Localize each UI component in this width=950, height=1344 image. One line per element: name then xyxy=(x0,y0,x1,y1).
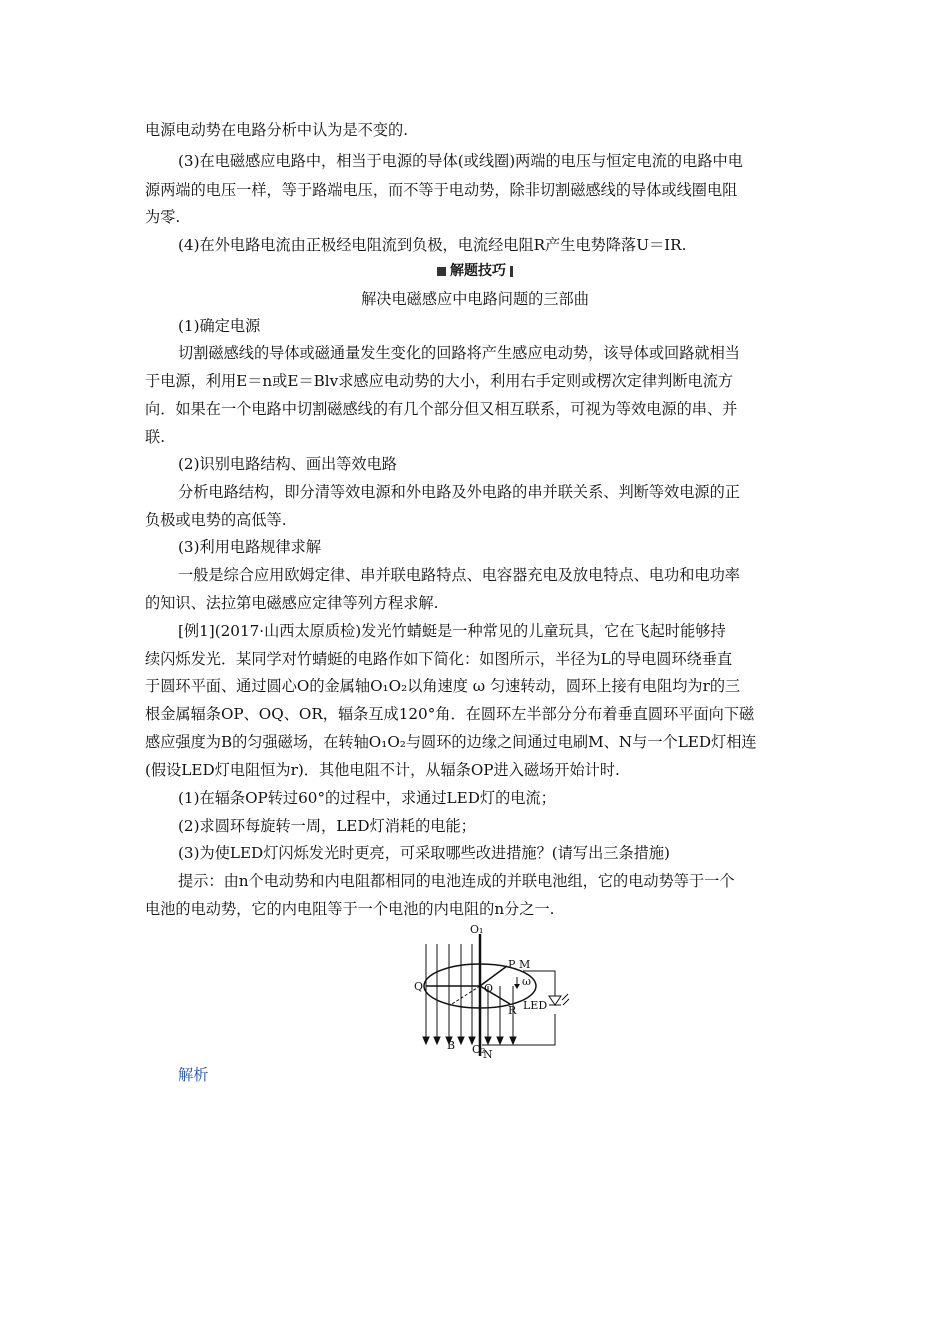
label-M: M xyxy=(519,958,531,971)
paragraph-line: 源两端的电压一样，等于路端电压，而不等于电动势，除非切割磁感线的导体或线圈电阻 xyxy=(145,181,738,199)
paragraph-line: 分析电路结构，即分清等效电源和外电路及外电路的串并联关系、判断等效电源的正 xyxy=(178,483,740,501)
paragraph-line: (3)在电磁感应电路中，相当于电源的导体(或线圈)两端的电压与恒定电流的电路中电 xyxy=(178,152,743,170)
answer-link[interactable]: 解析 xyxy=(178,1066,209,1084)
light-arrow-icon xyxy=(562,994,568,1000)
step-heading: (1)确定电源 xyxy=(178,317,261,335)
label-O2: O₂ xyxy=(472,1043,486,1056)
label-N: N xyxy=(483,1048,493,1059)
question-3: (3)为使LED灯闪烁发光时更亮，可采取哪些改进措施？(请写出三条措施) xyxy=(178,844,670,862)
paragraph-line: 为零. xyxy=(145,208,181,226)
paragraph-line: 于电源，利用E＝n或E＝Blv求感应电动势的大小，利用右手定则或楞次定律判断电流方 xyxy=(145,372,734,390)
paragraph-line: 负极或电势的高低等. xyxy=(145,511,287,529)
rotating-ring-circuit-diagram xyxy=(410,924,585,1059)
step-heading: (3)利用电路规律求解 xyxy=(178,538,322,556)
dashed-spoke xyxy=(452,986,480,1004)
example-line: 根金属辐条OP、OQ、OR，辐条互成120°角．在圆环左半部分分布着垂直圆环平面向下磁 xyxy=(145,705,755,723)
paragraph-line: 向．如果在一个电路中切割磁感线的有几个部分但又相互联系，可视为等效电源的串、并 xyxy=(145,400,738,418)
label-B: B xyxy=(447,1039,456,1052)
example-line: (假设LED灯电阻恒为r)．其他电阻不计，从辐条OP进入磁场开始计时. xyxy=(145,761,620,779)
hint-line: 电池的电动势，它的内电阻等于一个电池的内电阻的n分之一. xyxy=(145,900,555,918)
paragraph-line: 切割磁感线的导体或磁通量发生变化的回路将产生感应电动势，该导体或回路就相当 xyxy=(178,344,740,362)
hint-line: 提示：由n个电动势和内电阻都相同的电池连成的并联电池组，它的电动势等于一个 xyxy=(178,872,735,890)
led-icon xyxy=(549,996,561,1005)
paragraph-line: (4)在外电路电流由正极经电阻流到负极，电流经电阻R产生电势降落U＝IR. xyxy=(178,236,687,254)
square-bullet-icon xyxy=(437,267,446,276)
question-1: (1)在辐条OP转过60°的过程中，求通过LED灯的电流； xyxy=(178,789,556,807)
label-P: P xyxy=(508,958,516,971)
label-Q: Q xyxy=(414,980,424,993)
section-subtitle: 解决电磁感应中电路问题的三部曲 xyxy=(361,290,589,308)
paragraph-line: 电源电动势在电路分析中认为是不变的. xyxy=(145,121,409,139)
step-heading: (2)识别电路结构、画出等效电路 xyxy=(178,455,397,473)
section-heading: 解题技巧 xyxy=(0,260,950,282)
wire-N xyxy=(482,1014,555,1045)
example-line: [例1](2017·山西太原质检)发光竹蜻蜓是一种常见的儿童玩具，它在飞起时能够持 xyxy=(178,622,726,640)
paragraph-line: 一般是综合应用欧姆定律、串并联电路特点、电容器充电及放电特点、电功和电功率 xyxy=(178,566,740,584)
bar-icon xyxy=(510,266,513,277)
label-omega: ω xyxy=(522,975,531,988)
label-O: O xyxy=(484,982,494,995)
label-R: R xyxy=(508,1004,517,1017)
question-2: (2)求圆环每旋转一周，LED灯消耗的电能； xyxy=(178,817,476,835)
paragraph-line: 的知识、法拉第电磁感应定律等列方程求解. xyxy=(145,594,439,612)
label-LED: LED xyxy=(523,999,548,1012)
example-line: 于圆环平面、通过圆心O的金属轴O₁O₂以角速度 ω 匀速转动，圆环上接有电阻均为r的三 xyxy=(145,677,741,695)
paragraph-line: 联. xyxy=(145,428,166,446)
label-O1: O₁ xyxy=(470,924,484,936)
example-line: 续闪烁发光．某同学对竹蜻蜓的电路作如下简化：如图所示，半径为L的导电圆环绕垂直 xyxy=(145,650,733,668)
example-line: 感应强度为B的匀强磁场，在转轴O₁O₂与圆环的边缘之间通过电刷M、N与一个LED灯相连 xyxy=(145,733,757,751)
